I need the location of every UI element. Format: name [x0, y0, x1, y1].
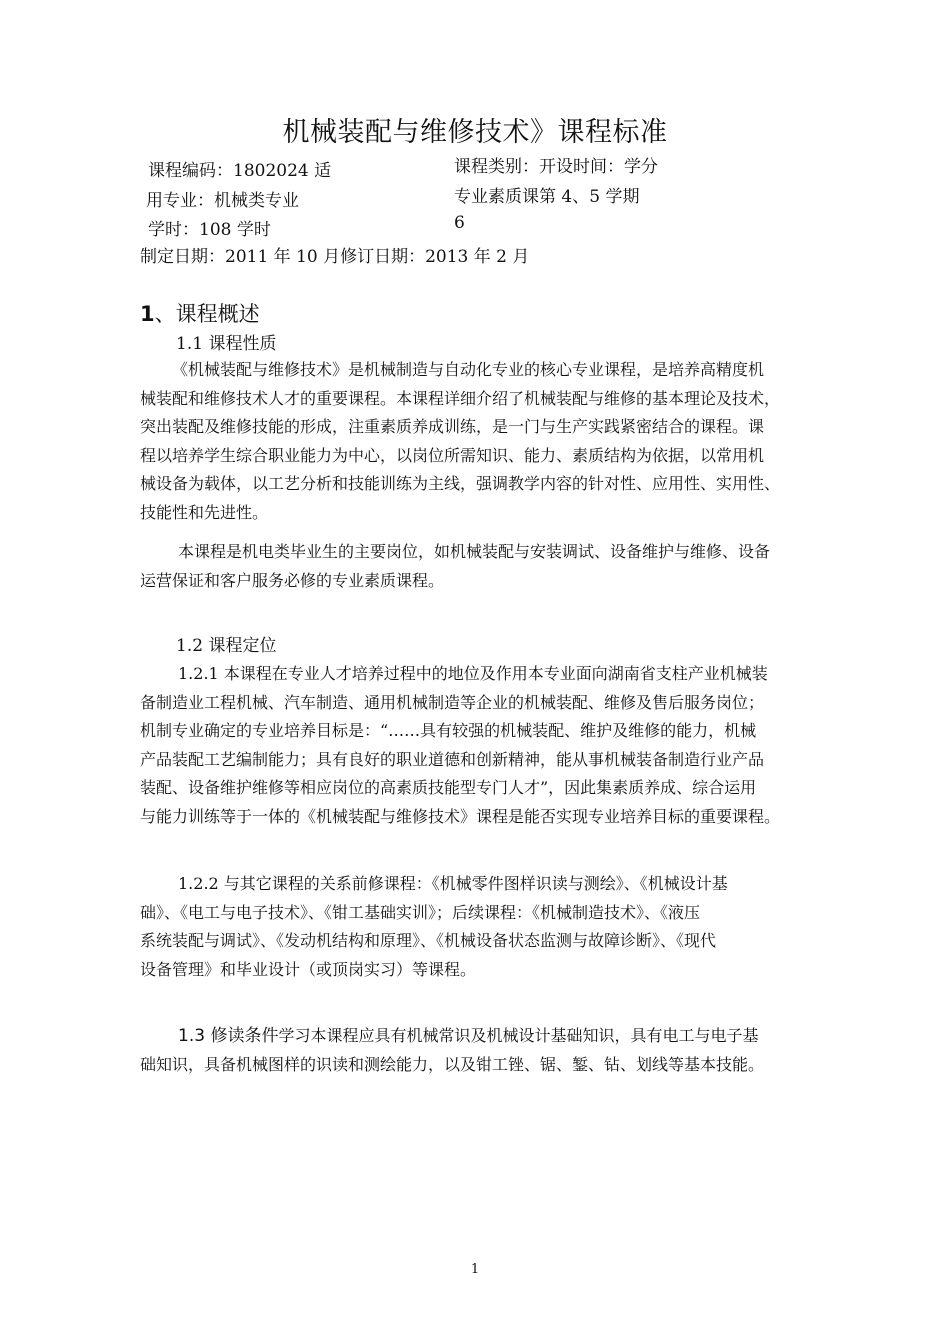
page-number: 1 — [470, 1262, 480, 1277]
paragraph-line: 程以培养学生综合职业能力为中心，以岗位所需知识、能力、素质结构为依据，以常用机 — [140, 445, 765, 465]
paragraph-line: 础》、《电工与电子技术》、《钳工基础实训》；后续课程：《机械制造技术》、《液压 — [140, 902, 701, 922]
paragraph-line: 产品装配工艺编制能力；具有良好的职业道德和创新精神，能从事机械装备制造行业产品 — [140, 749, 765, 769]
paragraph-line: 1.2.1 本课程在专业人才培养过程中的地位及作用本专业面向湖南省支柱产业机械装 — [178, 664, 768, 683]
paragraph-line: 学习本课程应具有机械常识及机械设计基础知识，具有电工与电子基 — [278, 1026, 759, 1045]
course-code: 课程编码：1802024 适 — [148, 161, 332, 181]
section-1-3-title: 1.3 修读条件 — [178, 1026, 279, 1046]
course-type: 专业素质课第 4、5 学期 — [454, 187, 640, 207]
paragraph-line: 设备管理》和毕业设计（或顶岗实习）等课程。 — [140, 959, 477, 979]
paragraph-line: 与能力训练等于一体的《机械装配与维修技术》课程是能否实现专业培养目标的重要课程。 — [140, 806, 781, 826]
section-1-1-paragraph-2 — [140, 538, 820, 595]
section-1-1-paragraph-1 — [140, 356, 820, 528]
section-1-2-1-paragraph — [140, 660, 820, 832]
section-1-2-title: 1.2 课程定位 — [176, 636, 277, 656]
section-1-1-title: 1.1 课程性质 — [176, 334, 277, 354]
course-hours: 学时：108 学时 — [148, 220, 271, 240]
paragraph-line: 备制造业工程机械、汽车制造、通用机械制造等企业的机械装配、维修及售后服务岗位； — [140, 692, 765, 712]
section-1-number: 1 — [140, 302, 155, 326]
paragraph-line: 突出装配及维修技能的形成，注重素质养成训练，是一门与生产实践紧密结合的课程。课 — [140, 417, 765, 437]
document-dates: 制定日期：2011 年 10 月修订日期：2013 年 2 月 — [140, 247, 530, 267]
paragraph-line: 本课程是机电类毕业生的主要岗位，如机械装配与安装调试、设备维护与维修、设备 — [178, 542, 771, 561]
paragraph-line: 械设备为载体，以工艺分析和技能训练为主线，强调教学内容的针对性、应用性、实用性、 — [140, 474, 781, 494]
paragraph-line: 《机械装配与维修技术》是机械制造与自动化专业的核心专业课程，是培养高精度机 — [172, 360, 765, 379]
paragraph-line: 技能性和先进性。 — [140, 502, 269, 522]
section-1-title: 、课程概述 — [154, 302, 260, 326]
applicable-major: 用专业：机械类专业 — [146, 191, 299, 211]
course-category: 课程类别：开设时间：学分 — [454, 157, 658, 177]
paragraph-line: 1.2.2 与其它课程的关系前修课程：《机械零件图样识读与测绘》、《机械设计基 — [178, 874, 728, 893]
paragraph-line: 机制专业确定的专业培养目标是：“……具有较强的机械装配、维护及维修的能力，机械 — [140, 721, 757, 741]
paragraph-line: 础知识，具备机械图样的识读和测绘能力，以及钳工锉、锯、錾、钻、划线等基本技能。 — [140, 1054, 765, 1074]
course-credits: 6 — [454, 213, 465, 233]
paragraph-line: 装配、设备维护维修等相应岗位的高素质技能型专门人才”，因此集素质养成、综合运用 — [140, 778, 757, 798]
paragraph-line: 械装配和维修技术人才的重要课程。本课程详细介绍了机械装配与维修的基本理论及技术， — [140, 388, 781, 408]
section-1-2-2-paragraph — [140, 870, 820, 984]
paragraph-line: 运营保证和客户服务必修的专业素质课程。 — [140, 570, 445, 590]
section-1-3-paragraph — [140, 1022, 820, 1079]
section-1-heading — [140, 298, 260, 328]
document-title: 机械装配与维修技术》课程标准 — [282, 117, 668, 148]
paragraph-line: 系统装配与调试》、《发动机结构和原理》、《机械设备状态监测与故障诊断》、《现代 — [140, 931, 717, 951]
